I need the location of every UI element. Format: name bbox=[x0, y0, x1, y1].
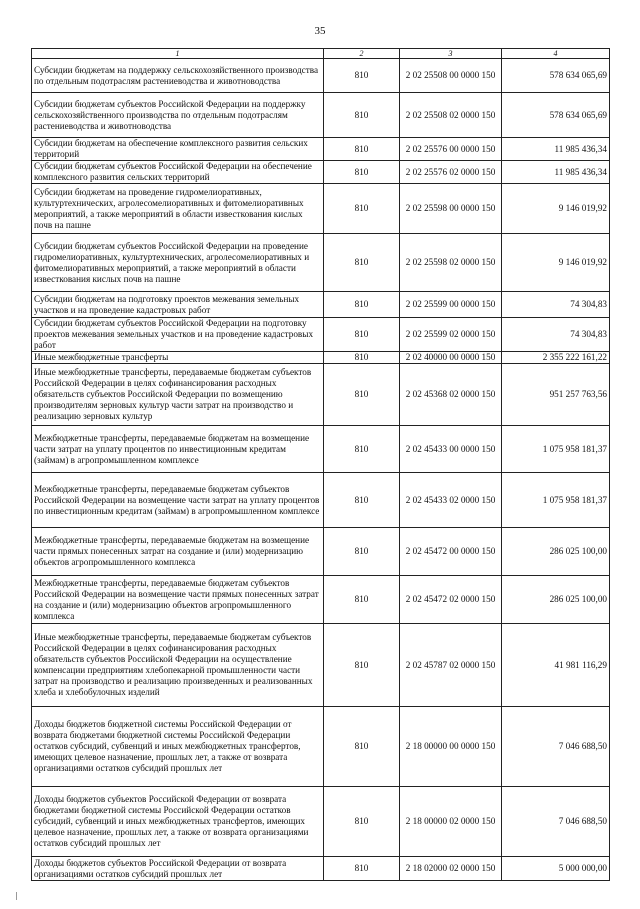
row-kbk: 2 02 45433 00 0000 150 bbox=[400, 426, 502, 473]
row-code: 810 bbox=[324, 234, 400, 292]
row-kbk: 2 18 00000 02 0000 150 bbox=[400, 787, 502, 857]
row-name: Межбюджетные трансферты, передаваемые бюджетам субъектов Российской Федерации на возмещение части затрат на уплату процентов по инвестиционным кредитам (займам) в агропромышленном комплексе bbox=[32, 473, 324, 528]
row-kbk: 2 02 25576 02 0000 150 bbox=[400, 161, 502, 184]
row-name: Межбюджетные трансферты, передаваемые бюджетам на возмещение части затрат на уплату процентов по инвестиционным кредитам (займам) в агропромышленном комплексе bbox=[32, 426, 324, 473]
table-row bbox=[32, 624, 610, 707]
table-row bbox=[32, 292, 610, 318]
row-name: Иные межбюджетные трансферты, передаваемые бюджетам субъектов Российской Федерации в целях софинансирования расходных обязательств субъектов Российской Федерации на осуществление компенсации предприятиям хлебопекарной промышленности части затрат на производство и реализацию произведенных и реализованных хлеба и хлебобулочных изделий bbox=[32, 624, 324, 707]
row-sum: 5 000 000,00 bbox=[502, 857, 610, 881]
row-name: Субсидии бюджетам на обеспечение комплексного развития сельских территорий bbox=[32, 138, 324, 161]
row-sum: 11 985 436,34 bbox=[502, 138, 610, 161]
row-sum: 7 046 688,50 bbox=[502, 787, 610, 857]
table-row bbox=[32, 857, 610, 881]
row-code: 810 bbox=[324, 184, 400, 234]
row-code: 810 bbox=[324, 59, 400, 93]
table-row bbox=[32, 707, 610, 787]
row-sum: 1 075 958 181,37 bbox=[502, 426, 610, 473]
row-code: 810 bbox=[324, 93, 400, 138]
row-name: Межбюджетные трансферты, передаваемые бюджетам на возмещение части прямых понесенных затрат на создание и (или) модернизацию объектов агропромышленного комплекса bbox=[32, 528, 324, 576]
row-kbk: 2 02 25508 02 0000 150 bbox=[400, 93, 502, 138]
page-number: 35 bbox=[314, 25, 326, 37]
row-sum: 9 146 019,92 bbox=[502, 184, 610, 234]
row-sum: 74 304,83 bbox=[502, 292, 610, 318]
row-sum: 41 981 116,29 bbox=[502, 624, 610, 707]
row-kbk: 2 18 00000 00 0000 150 bbox=[400, 707, 502, 787]
table-row bbox=[32, 184, 610, 234]
row-sum: 2 355 222 161,22 bbox=[502, 352, 610, 364]
row-kbk: 2 02 40000 00 0000 150 bbox=[400, 352, 502, 364]
row-sum: 11 985 436,34 bbox=[502, 161, 610, 184]
scan-margin-mark bbox=[16, 892, 21, 900]
row-code: 810 bbox=[324, 138, 400, 161]
table-row bbox=[32, 93, 610, 138]
table-row bbox=[32, 576, 610, 624]
table-row bbox=[32, 318, 610, 352]
row-name: Доходы бюджетов субъектов Российской Федерации от возврата организациями остатков субсидий прошлых лет bbox=[32, 857, 324, 881]
row-kbk: 2 02 45368 02 0000 150 bbox=[400, 364, 502, 426]
row-name: Доходы бюджетов бюджетной системы Российской Федерации от возврата бюджетами бюджетной системы Российской Федерации остатков субсидий, субвенций и иных межбюджетных трансфертов, имеющих целевое назначение, прошлых лет, а также от возврата организациями остатков субсидий прошлых лет bbox=[32, 707, 324, 787]
row-code: 810 bbox=[324, 318, 400, 352]
row-sum: 286 025 100,00 bbox=[502, 576, 610, 624]
row-sum: 7 046 688,50 bbox=[502, 707, 610, 787]
row-name: Субсидии бюджетам субъектов Российской Федерации на обеспечение комплексного развития сельских территорий bbox=[32, 161, 324, 184]
row-sum: 74 304,83 bbox=[502, 318, 610, 352]
row-name: Субсидии бюджетам субъектов Российской Федерации на проведение гидромелиоративных, культуртехнических, агролесомелиоративных и фитомелиоративных мероприятий, а также мероприятий в области известкования кислых почв на пашне bbox=[32, 234, 324, 292]
header-col-4: 4 bbox=[502, 49, 610, 59]
row-sum: 1 075 958 181,37 bbox=[502, 473, 610, 528]
table-row bbox=[32, 234, 610, 292]
row-name: Субсидии бюджетам на проведение гидромелиоративных, культуртехнических, агролесомелиоративных и фитомелиоративных мероприятий, а также мероприятий в области известкования кислых почв на пашне bbox=[32, 184, 324, 234]
table-row bbox=[32, 138, 610, 161]
header-col-2: 2 bbox=[324, 49, 400, 59]
row-kbk: 2 02 45787 02 0000 150 bbox=[400, 624, 502, 707]
row-kbk: 2 02 25599 02 0000 150 bbox=[400, 318, 502, 352]
row-kbk: 2 02 25508 00 0000 150 bbox=[400, 59, 502, 93]
row-sum: 9 146 019,92 bbox=[502, 234, 610, 292]
row-code: 810 bbox=[324, 473, 400, 528]
row-sum: 951 257 763,56 bbox=[502, 364, 610, 426]
table-row bbox=[32, 352, 610, 364]
table-row bbox=[32, 473, 610, 528]
table-row bbox=[32, 787, 610, 857]
row-kbk: 2 02 25598 00 0000 150 bbox=[400, 184, 502, 234]
row-code: 810 bbox=[324, 624, 400, 707]
header-col-3: 3 bbox=[400, 49, 502, 59]
budget-revenue-table bbox=[31, 48, 610, 881]
table-row bbox=[32, 528, 610, 576]
table-row bbox=[32, 364, 610, 426]
row-code: 810 bbox=[324, 352, 400, 364]
row-kbk: 2 02 45472 02 0000 150 bbox=[400, 576, 502, 624]
row-code: 810 bbox=[324, 787, 400, 857]
row-kbk: 2 18 02000 02 0000 150 bbox=[400, 857, 502, 881]
row-code: 810 bbox=[324, 292, 400, 318]
row-name: Межбюджетные трансферты, передаваемые бюджетам субъектов Российской Федерации на возмещение части прямых понесенных затрат на создание и (или) модернизацию объектов агропромышленного комплекса bbox=[32, 576, 324, 624]
row-name: Иные межбюджетные трансферты bbox=[32, 352, 324, 364]
row-code: 810 bbox=[324, 857, 400, 881]
row-sum: 578 634 065,69 bbox=[502, 59, 610, 93]
row-kbk: 2 02 25576 00 0000 150 bbox=[400, 138, 502, 161]
row-name: Субсидии бюджетам субъектов Российской Федерации на подготовку проектов межевания земельных участков и на проведение кадастровых работ bbox=[32, 318, 324, 352]
row-code: 810 bbox=[324, 528, 400, 576]
table-row bbox=[32, 426, 610, 473]
row-sum: 578 634 065,69 bbox=[502, 93, 610, 138]
table-row bbox=[32, 161, 610, 184]
row-code: 810 bbox=[324, 161, 400, 184]
row-kbk: 2 02 45433 02 0000 150 bbox=[400, 473, 502, 528]
row-name: Субсидии бюджетам субъектов Российской Федерации на поддержку сельскохозяйственного производства по отдельным подотраслям растениеводства и животноводства bbox=[32, 93, 324, 138]
row-kbk: 2 02 25598 02 0000 150 bbox=[400, 234, 502, 292]
row-kbk: 2 02 45472 00 0000 150 bbox=[400, 528, 502, 576]
row-name: Субсидии бюджетам на поддержку сельскохозяйственного производства по отдельным подотраслям растениеводства и животноводства bbox=[32, 59, 324, 93]
row-code: 810 bbox=[324, 364, 400, 426]
row-sum: 286 025 100,00 bbox=[502, 528, 610, 576]
header-col-1: 1 bbox=[32, 49, 324, 59]
row-name: Доходы бюджетов субъектов Российской Федерации от возврата бюджетами бюджетной системы Российской Федерации остатков субсидий, субвенций и иных межбюджетных трансфертов, имеющих целевое назначение, прошлых лет, а также от возврата организациями остатков субсидий прошлых лет bbox=[32, 787, 324, 857]
row-code: 810 bbox=[324, 426, 400, 473]
row-kbk: 2 02 25599 00 0000 150 bbox=[400, 292, 502, 318]
row-code: 810 bbox=[324, 576, 400, 624]
table-row bbox=[32, 59, 610, 93]
row-name: Иные межбюджетные трансферты, передаваемые бюджетам субъектов Российской Федерации в целях софинансирования расходных обязательств субъектов Российской Федерации по возмещению производителям зерновых культур части затрат на производство и реализацию зерновых культур bbox=[32, 364, 324, 426]
row-code: 810 bbox=[324, 707, 400, 787]
row-name: Субсидии бюджетам на подготовку проектов межевания земельных участков и на проведение кадастровых работ bbox=[32, 292, 324, 318]
table-header-row bbox=[32, 49, 610, 59]
